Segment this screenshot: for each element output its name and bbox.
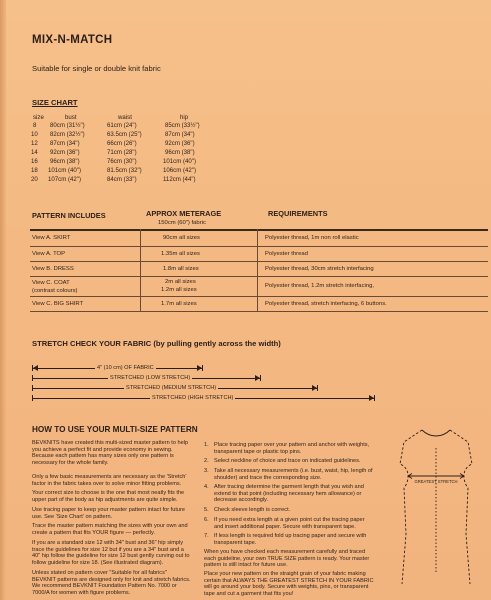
stretch-check-heading	[32, 339, 281, 348]
bust-cell: 96cm (38")	[50, 158, 80, 165]
gauge-end-tick	[317, 385, 318, 391]
pattern-includes-heading: PATTERN INCLUDES	[32, 211, 106, 220]
step-text: If less length is required fold up tracing paper and secure with transparent tape.	[214, 533, 367, 546]
step-text: If you need extra length at a given point cut the tracing paper and insert additional paper. Secure with transparent tape.	[214, 517, 365, 530]
bust-cell: 107cm (42")	[48, 176, 81, 183]
intro-paragraph: Only a few basic measurements are necessary as the 'Stretch' factor in the fabric takes over to solve minor fitting problems.	[32, 474, 187, 487]
table-row-rule	[30, 296, 488, 297]
view-name-note: (contrast colours)	[32, 288, 78, 294]
bust-cell: 80cm (31½")	[50, 122, 85, 129]
waist-cell: 61cm (24")	[107, 122, 137, 129]
fabric-width-note: 150cm (60") fabric	[158, 220, 206, 226]
paper-edge-shadow	[0, 0, 6, 600]
step-text: Select neckline of choice and trace on indicated guidelines.	[214, 458, 361, 464]
view-requirements: Polyester thread, 1.2m stretch interfacing,	[265, 283, 375, 289]
gauge-arrow-right	[369, 395, 374, 401]
bodice-left-side	[400, 430, 422, 584]
gauge-label-high: STRETCHED (HIGH STRETCH)	[152, 395, 234, 401]
step-text: Take all necessary measurements (i.e. bust, waist, hip, length of shoulder) and trace the corresponding size.	[214, 468, 373, 481]
table-row-rule	[30, 276, 488, 277]
hip-cell: 85cm (33½")	[165, 122, 200, 129]
requirements-heading: REQUIREMENTS	[268, 209, 328, 218]
view-meterage-contrast: 1.2m all sizes	[161, 287, 197, 293]
greatest-stretch-label: GREATEST STRETCH	[414, 479, 458, 484]
how-to-heading: HOW TO USE YOUR MULTI-SIZE PATTERN	[32, 425, 198, 434]
table-col-divider	[257, 229, 258, 311]
after-tracing-paragraph: When you have checked each measurement carefully and traced each guideline, your own TRUE SIZE pattern is ready. Your master pattern is still intact for future use.	[204, 549, 370, 569]
gauge-arrow-right	[197, 365, 202, 371]
table-col-divider	[140, 229, 141, 311]
step-number: 3.	[204, 468, 209, 474]
size-chart-col-bust: bust	[65, 114, 77, 121]
stretch-check-instruction: (by pulling gently across the width)	[153, 339, 281, 348]
gauge-label-medium: STRETCHED (MEDIUM STRETCH)	[126, 385, 217, 391]
size-chart-col-hip: hip	[180, 114, 189, 121]
bust-cell: 82cm (32½")	[50, 131, 85, 138]
intro-paragraph: Unless stated on pattern cover "Suitable for all fabrics" BEVKNIT patterns are designed only for knit and stretch fabrics. We recommend BEVKNIT Foundation Pattern No. 7000 or 7000/A for women with figure problems.	[32, 570, 191, 596]
view-requirements: Polyester thread, 1m non roll elastic	[265, 235, 359, 241]
gauge-end-tick	[202, 365, 203, 371]
step-text: Check sleeve length is correct.	[214, 507, 291, 513]
stretch-check-title: STRETCH CHECK YOUR FABRIC	[32, 339, 152, 348]
bust-cell: 92cm (36")	[50, 149, 80, 156]
view-requirements: Polyester thread	[265, 251, 308, 257]
gauge-label-base: 4" (10 cm) OF FABRIC	[97, 365, 154, 371]
size-chart-col-size: size	[33, 114, 44, 121]
hip-cell: 112cm (44")	[163, 176, 196, 183]
hip-cell: 92cm (36")	[165, 140, 195, 147]
size-cell: 20	[31, 176, 38, 183]
view-name: View A. SKIRT	[32, 235, 71, 241]
step-number: 1.	[204, 442, 209, 448]
waist-cell: 84cm (33")	[107, 176, 137, 183]
view-requirements: Polyester thread, stretch interfacing, 6 buttons.	[265, 301, 387, 307]
page-title: MIX-N-MATCH	[32, 34, 113, 46]
step-text: After tracing determine the garment length that you wish and extend to that point (including necessary hem allowance) or decrease accordingly.	[214, 484, 364, 504]
step-number: 2.	[204, 458, 209, 464]
table-row-rule	[30, 261, 488, 262]
hip-cell: 87cm (34")	[165, 131, 195, 138]
gauge-end-tick	[374, 395, 375, 401]
neckline-curve	[422, 430, 450, 436]
bodice-right-side	[450, 430, 472, 584]
hip-cell: 96cm (38")	[165, 149, 195, 156]
intro-paragraph: BEVKNITS have created this multi-sized master pattern to help you achieve a perfect fit and provide economy in sewing. Because each pattern has many sizes only one pattern is necessary for the whole family.	[32, 440, 189, 466]
view-meterage: 1.35m all sizes	[161, 251, 200, 257]
step-number: 7.	[204, 533, 209, 539]
garment-outline-diagram	[384, 424, 491, 600]
waist-cell: 66cm (26")	[107, 140, 137, 147]
size-cell: 8	[33, 122, 37, 129]
size-cell: 16	[31, 158, 38, 165]
gauge-end-tick	[260, 375, 261, 381]
step-number: 6.	[204, 517, 209, 523]
table-bottom-rule	[30, 311, 488, 312]
view-meterage: 1.8m all sizes	[163, 266, 199, 272]
waist-cell: 81.5cm (32")	[107, 167, 142, 174]
intro-paragraph: Trace the master pattern matching the sizes with your own and create a pattern that fits YOUR figure — perfectly.	[32, 523, 188, 536]
fabric-suitability-note: Suitable for single or double knit fabric	[32, 64, 161, 73]
size-chart-heading: SIZE CHART	[32, 98, 78, 107]
gauge-label-low: STRETCHED (LOW STRETCH)	[110, 375, 191, 381]
size-cell: 12	[31, 140, 38, 147]
table-row-rule	[30, 246, 488, 247]
waist-cell: 76cm (30")	[107, 158, 137, 165]
step-number: 4.	[204, 484, 209, 490]
view-meterage: 90cm all sizes	[163, 235, 200, 241]
view-name: View C. COAT	[32, 280, 70, 286]
view-meterage: 2m all sizes	[165, 279, 196, 285]
hip-cell: 101cm (40")	[163, 158, 196, 165]
gauge-arrow-right	[312, 385, 317, 391]
cutting-paragraph: Place your new pattern on the straight grain of your fabric making certain that ALWAYS THE GREATEST STRETCH IN YOUR FABRIC will go around your body. Secure with weights, pins, or transparent tape and cut a garment that fits you!	[204, 571, 374, 597]
view-requirements: Polyester thread, 30cm stretch interfacing	[265, 266, 374, 272]
intro-paragraph: If you are a standard size 12 with 34" bust and 36" hip simply trace the guidelines for size 12 but if you are a 34" bust and a 40" hip follow the guideline for size 12 bust gently curving out to follow guideline for size 18. (See illustrated diagram).	[32, 540, 190, 566]
step-number: 5.	[204, 507, 209, 513]
size-chart-col-waist: waist	[118, 114, 132, 121]
hip-cell: 106cm (42")	[163, 167, 196, 174]
bust-cell: 87cm (34")	[50, 140, 80, 147]
size-cell: 18	[31, 167, 38, 174]
waist-cell: 71cm (28")	[107, 149, 137, 156]
approx-meterage-heading: APPROX METERAGE	[146, 209, 222, 218]
view-name: View C. BIG SHIRT	[32, 301, 84, 307]
bust-cell: 101cm (40")	[48, 167, 81, 174]
gauge-arrow-left	[33, 365, 38, 371]
intro-paragraph: Use tracing paper to keep your master pattern intact for future use. See 'Size Chart' on pattern.	[32, 507, 185, 520]
gauge-arrow-right	[255, 375, 260, 381]
table-top-rule	[30, 229, 488, 231]
step-text: Place tracing paper over your pattern and anchor with weights, transparent tape or plastic top pins.	[214, 442, 370, 455]
view-name: View A. TOP	[32, 251, 66, 257]
view-meterage: 1.7m all sizes	[161, 301, 197, 307]
intro-paragraph: Your correct size to choose is the one that most neatly fits the upper part of the body as hip adjustments are quite simple.	[32, 490, 185, 503]
view-name: View B. DRESS	[32, 266, 74, 272]
size-cell: 14	[31, 149, 38, 156]
waist-cell: 63.5cm (25")	[107, 131, 142, 138]
size-cell: 10	[31, 131, 38, 138]
